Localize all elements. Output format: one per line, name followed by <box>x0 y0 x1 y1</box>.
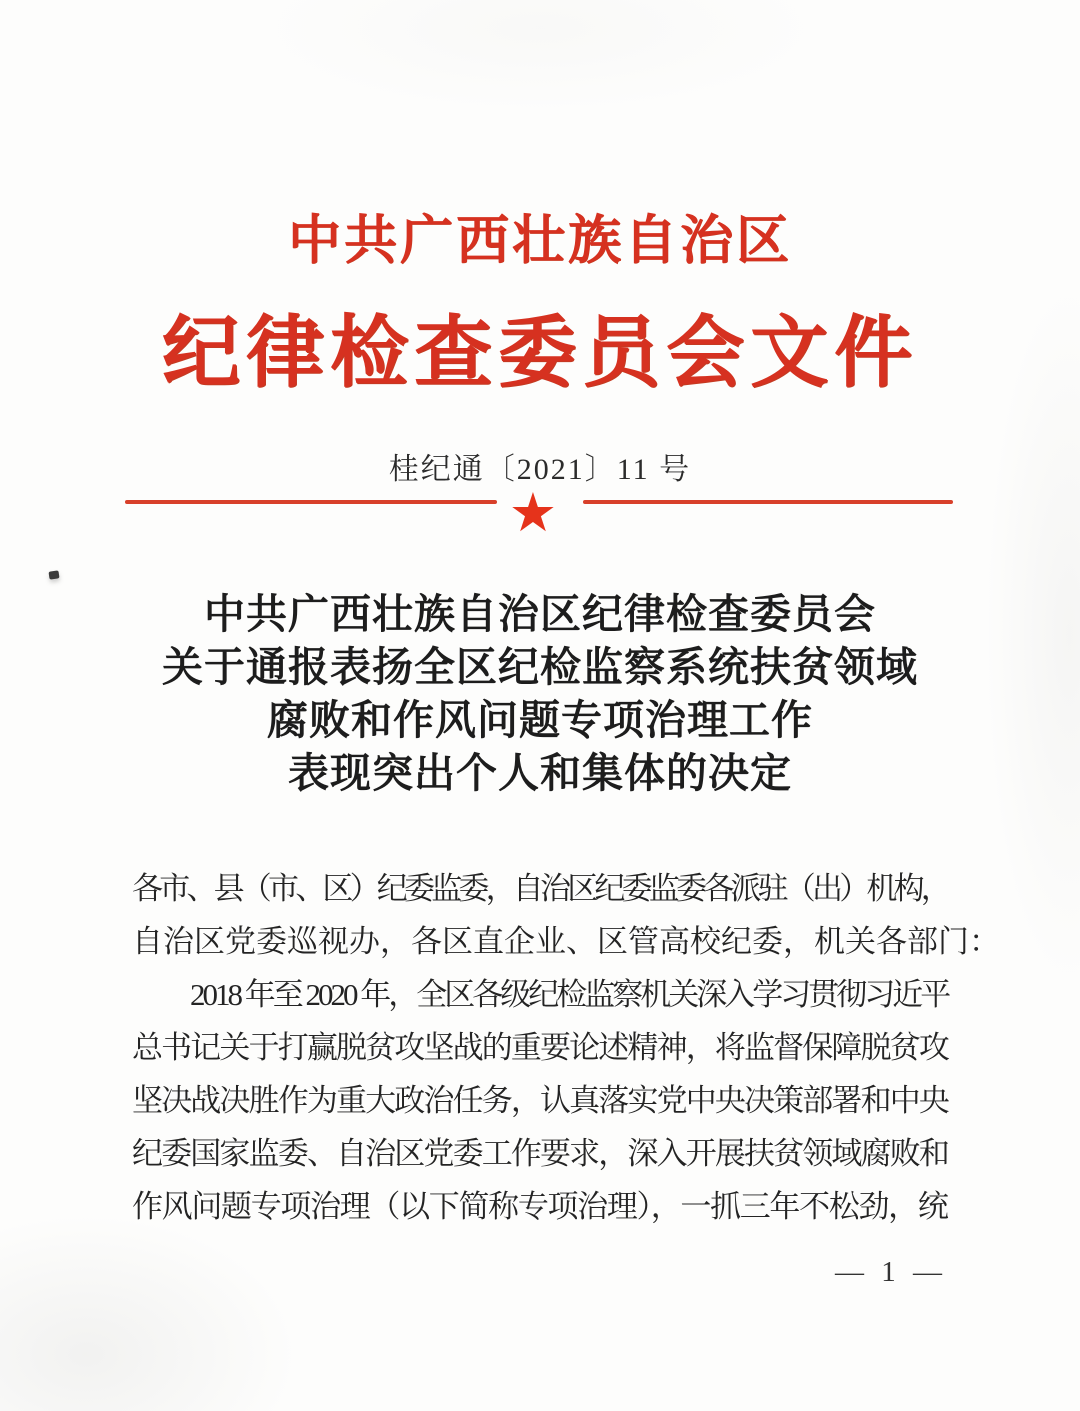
red-divider-left <box>125 500 497 504</box>
title-line-2: 关于通报表扬全区纪检监察系统扶贫领域 <box>162 644 918 690</box>
paragraph-line-5: 作风问题专项治理（以下简称专项治理），一抓三年不松劲，统 <box>132 1189 948 1224</box>
red-divider-right <box>583 500 953 504</box>
document-number: 桂纪通〔2021〕11 号 <box>388 453 692 486</box>
paragraph-line-3: 坚决战决胜作为重大政治任务，认真落实党中央决策部署和中央 <box>132 1083 948 1118</box>
letterhead-org-line-2: 纪律检查委员会文件 <box>161 309 918 396</box>
paragraph-line-2: 总书记关于打赢脱贫攻坚战的重要论述精神，将监督保障脱贫攻 <box>132 1030 948 1065</box>
document-body <box>132 862 1000 1233</box>
title-line-4: 表现突出个人和集体的决定 <box>288 750 792 796</box>
paragraph-line-1: 2018 年至 2020 年，全区各级纪检监察机关深入学习贯彻习近平 <box>190 977 949 1012</box>
addressee-line-1: 各市、县（市、区）纪委监委，自治区纪委监委各派驻（出）机构， <box>132 871 948 906</box>
title-line-1: 中共广西壮族自治区纪律检查委员会 <box>204 591 876 637</box>
addressee-line-2: 自治区党委巡视办，各区直企业、区管高校纪委，机关各部门： <box>132 924 1000 959</box>
star-icon: ★ <box>508 483 558 543</box>
letterhead-org-line-1: 中共广西壮族自治区 <box>288 212 792 270</box>
title-line-3: 腐败和作风问题专项治理工作 <box>267 697 813 743</box>
paragraph-line-4: 纪委国家监委、自治区党委工作要求，深入开展扶贫领域腐败和 <box>132 1136 948 1171</box>
document-title <box>0 588 1080 800</box>
scan-speck <box>48 570 59 579</box>
page-number: — 1 — <box>835 1256 947 1288</box>
